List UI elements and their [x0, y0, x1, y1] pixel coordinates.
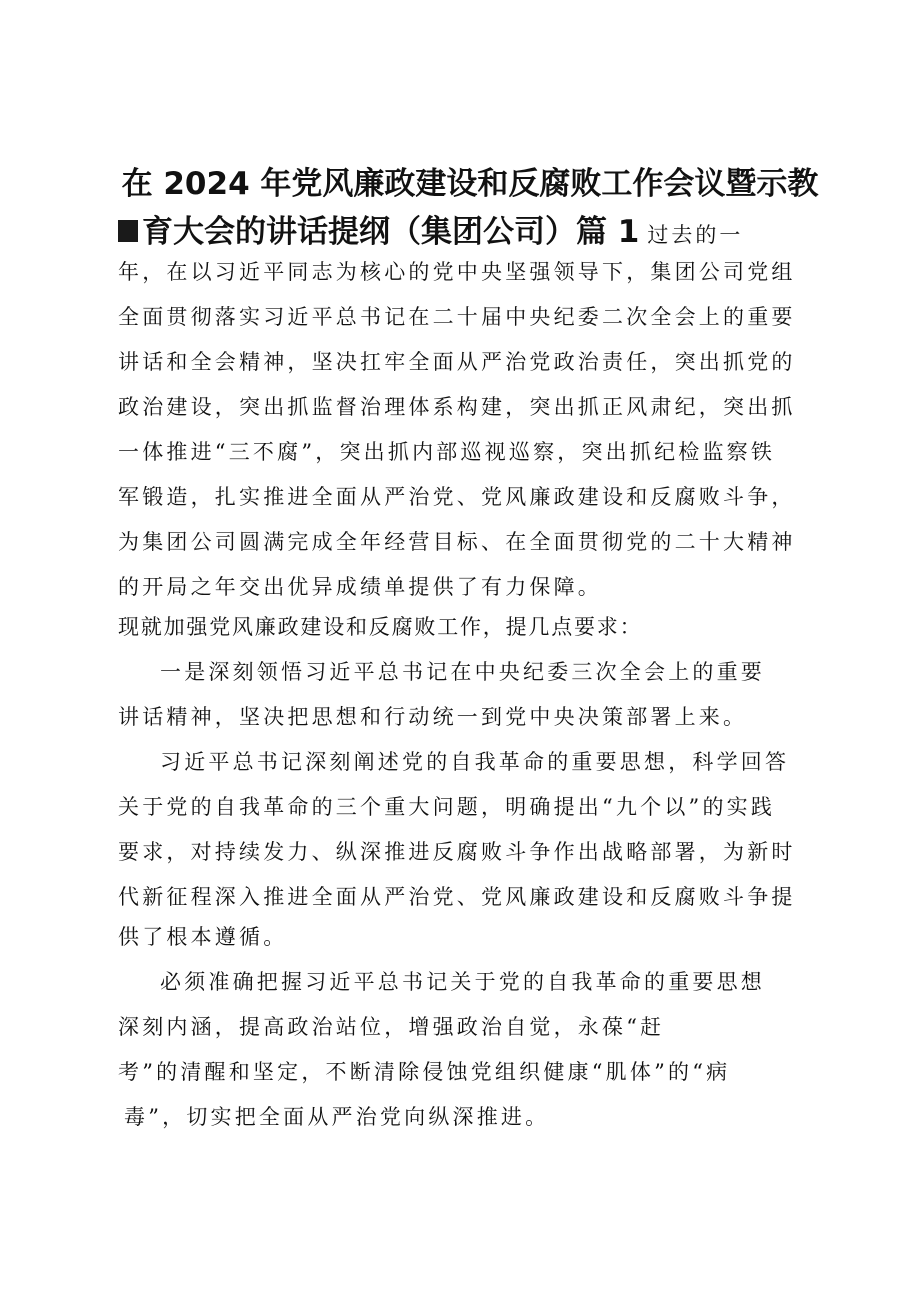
body-line: 代新征程深入推进全面从严治党、党风廉政建设和反腐败斗争提 [118, 885, 796, 909]
body-line: 一体推进“三不腐”，突出抓内部巡视巡察，突出抓纪检监察铁 [118, 440, 776, 464]
body-line: 要求，对持续发力、纵深推进反腐败斗争作出战略部署，为新时 [118, 840, 796, 864]
body-line: 军锻造，扎实推进全面从严治党、党风廉政建设和反腐败斗争， [118, 485, 796, 509]
body-line: 年，在以习近平同志为核心的党中央坚强领导下，集团公司党组 [118, 260, 796, 284]
body-line: 政治建设，突出抓监督治理体系构建，突出抓正风肃纪，突出抓 [118, 395, 796, 419]
body-line: 全面贯彻落实习近平总书记在二十届中央纪委二次全会上的重要 [118, 305, 796, 329]
body-line: 必须准确把握习近平总书记关于党的自我革命的重要思想 [160, 970, 765, 994]
body-line: 的开局之年交出优异成绩单提供了有力保障。 [118, 575, 602, 599]
body-line: 为集团公司圆满完成全年经营目标、在全面贯彻党的二十大精神 [118, 530, 796, 554]
document-title-line-2-row [118, 206, 743, 250]
body-line: 一是深刻领悟习近平总书记在中央纪委三次全会上的重要 [160, 660, 765, 684]
body-line: 讲话和全会精神，坚决扛牢全面从严治党政治责任，突出抓党的 [118, 350, 796, 374]
paragraph-1-start: 过去的一 [647, 223, 744, 247]
document-title-line-1: 在 2024 年党风廉政建设和反腐败工作会议暨示教 [121, 166, 819, 202]
body-line: 供了根本遵循。 [118, 925, 288, 949]
ink-smudge-icon [118, 220, 138, 242]
body-line: 毒”，切实把全面从严治党向纵深推进。 [124, 1105, 550, 1129]
body-line: 考”的清醒和坚定，不断清除侵蚀党组织健康“肌体”的“病 [118, 1060, 731, 1084]
body-line: 习近平总书记深刻阐述党的自我革命的重要思想，科学回答 [160, 750, 790, 774]
body-line: 关于党的自我革命的三个重大问题，明确提出“九个以”的实践 [118, 795, 776, 819]
body-line: 讲话精神，坚决把思想和行动统一到党中央决策部署上来。 [118, 705, 748, 729]
body-line: 深刻内涵，提高政治站位，增强政治自觉，永葆“赶 [118, 1015, 665, 1039]
document-title-line-2: 育大会的讲话提纲（集团公司）篇 1 [142, 214, 640, 250]
body-line: 现就加强党风廉政建设和反腐败工作，提几点要求： [118, 615, 643, 639]
